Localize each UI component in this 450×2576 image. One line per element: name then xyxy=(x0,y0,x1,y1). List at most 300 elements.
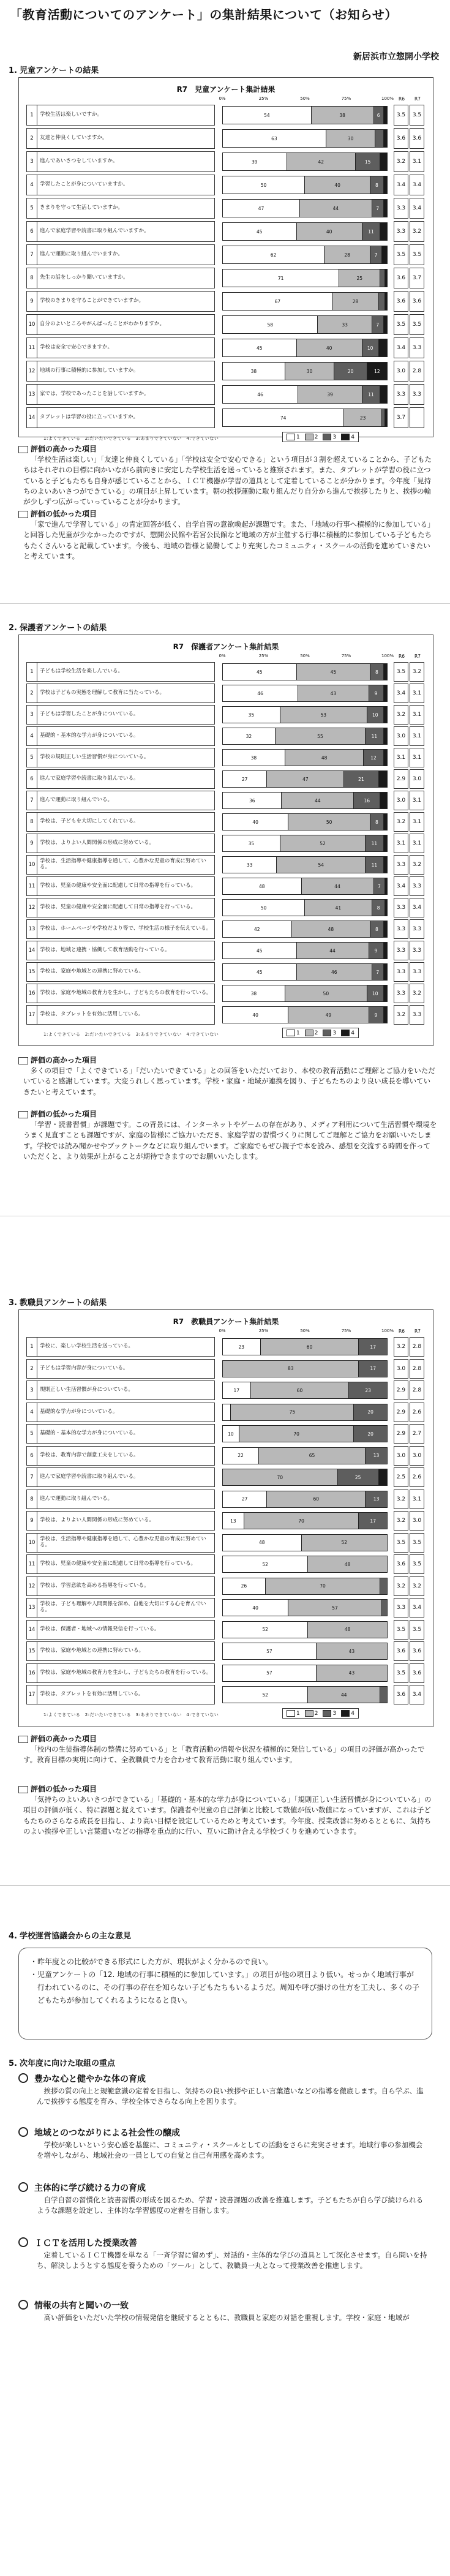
score-r7: 3.1 xyxy=(410,791,424,810)
axis-tick-label: 100% xyxy=(381,653,394,658)
bar-segment-1: 48 xyxy=(223,1535,302,1551)
legend-item: 1 xyxy=(287,434,300,440)
bar-segment-2: 38 xyxy=(312,107,374,124)
bar-segment-3: 21 xyxy=(344,771,378,787)
bar-segment-1: 58 xyxy=(223,316,318,333)
question-text: 学校の規則正しい生活習慣が身についている。 xyxy=(37,748,215,767)
question-number: 10 xyxy=(26,855,37,875)
question-number: 3 xyxy=(26,705,37,725)
focus-item-title: 豊かな心と健やかな体の育成 xyxy=(18,2073,146,2085)
bar-segment-1: 67 xyxy=(223,293,333,310)
section-1-good-text: 「学校生活は楽しい」「友達と仲良くしている」「学校は安全で安心できる」という項目が３割を超えていることから、子どもたちはそれぞれの目標に向かいながら前向きに安定した学校生活を送っていると推察されます。また、タブレットが学習の役に立つていると子どもたちも自身が感じていることから、ＩＣＴ機器が学習の道具として定着していることが分かります。今年度「見持ちのよいあいさつができている」の項目が上昇しています。朝の挨拶運動に取り組んだり自分から進んで挨拶したりと、挨拶の輪が少しずつ広がっていっていることが分かります。 xyxy=(23,455,432,506)
bar-segment-1: 48 xyxy=(223,878,302,894)
survey-row xyxy=(26,1663,426,1683)
score-r6: 3.0 xyxy=(394,1446,408,1466)
circle-icon xyxy=(18,2182,28,2192)
bar-segment-1: 22 xyxy=(223,1448,259,1464)
bar-segment-3: 11 xyxy=(366,857,383,873)
score-values xyxy=(394,1467,426,1487)
bar-segment-2: 40 xyxy=(305,176,370,194)
question-number: 4 xyxy=(26,175,37,195)
bar-segment-4 xyxy=(384,857,387,873)
section-1-low-text: 「家で進んで学習している」の肯定回答が低く、自学自習の意欲喚起が課題です。また、「地域の行事へ積極的に参加している」と回答した児童が少なかったのですが、惣開公民館や若宮公民館など地域の方が主催する行事に積極的に参加している子どもたちもたくさんいると記載しています。今後も、地域の皆様と協働してより充実したコミュニティ・スクールの活動を進めていきたいと考えています。 xyxy=(23,520,435,560)
divider xyxy=(0,603,450,604)
bar-segment-1: 40 xyxy=(223,814,288,830)
axis-tick-label: 0% xyxy=(219,1328,226,1333)
bar-segment-1: 63 xyxy=(223,130,326,147)
score-values xyxy=(394,151,426,172)
bar-segment-3: 7 xyxy=(372,316,384,333)
question-number: 13 xyxy=(26,1598,37,1618)
bar-segment-3 xyxy=(380,1578,387,1594)
score-r7: 3.1 xyxy=(410,834,424,853)
question-number: 10 xyxy=(26,1533,37,1553)
survey-row xyxy=(26,1467,426,1487)
score-r6: 3.5 xyxy=(394,105,408,126)
bar-segment-3: 6 xyxy=(374,107,384,124)
bar-segment-2: 44 xyxy=(300,200,372,217)
bar-segment-4 xyxy=(382,246,387,263)
section-2-good-heading: 評価の高かった項目 xyxy=(18,1055,97,1065)
section-3-heading: 3. 教職員アンケートの結果 xyxy=(9,1298,107,1308)
stacked-bar xyxy=(222,663,388,680)
score-values xyxy=(394,834,426,853)
stacked-bar xyxy=(222,706,388,723)
focus-item-text: 学校が楽しいという安心感を基盤に、コミュニティ・スクールとしての活動をさらに充実させます。地域行事の参加機会を増やしながら、地域社会の一員としての自覚と自己有用感を高めます。 xyxy=(37,2141,423,2160)
question-number: 1 xyxy=(26,1337,37,1357)
bar-segment-1: 45 xyxy=(223,339,297,356)
score-values xyxy=(394,291,426,312)
bar-segment-4 xyxy=(380,153,387,170)
question-number: 15 xyxy=(26,962,37,982)
bar-segment-2: 48 xyxy=(308,1556,387,1572)
stacked-bar xyxy=(222,1512,388,1529)
bar-segment-3 xyxy=(375,130,383,147)
score-r6: 3.7 xyxy=(394,407,408,428)
score-values xyxy=(394,984,426,1003)
stacked-bar xyxy=(222,942,388,959)
score-r6: 3.2 xyxy=(394,1489,408,1509)
stacked-bar xyxy=(222,246,388,264)
score-values xyxy=(394,1403,426,1422)
survey-row xyxy=(26,1641,426,1661)
survey-row xyxy=(26,175,426,195)
survey-row xyxy=(26,1620,426,1640)
question-text: きまりを守って生活していますか。 xyxy=(37,198,215,219)
survey-row xyxy=(26,855,426,875)
axis-tick-label: 25% xyxy=(258,1328,269,1333)
bar-segment-2: 30 xyxy=(285,363,334,380)
stacked-bar xyxy=(222,749,388,766)
stacked-bar xyxy=(222,1599,388,1616)
score-r6: 3.0 xyxy=(394,791,408,810)
question-number: 5 xyxy=(26,748,37,767)
bar-segment-1: 38 xyxy=(223,363,285,380)
question-number: 6 xyxy=(26,1446,37,1466)
score-r6: 3.1 xyxy=(394,834,408,853)
bar-segment-4 xyxy=(384,835,387,851)
stacked-bar xyxy=(222,385,388,404)
survey-row xyxy=(26,662,426,682)
question-number: 2 xyxy=(26,684,37,703)
stacked-bar xyxy=(222,770,388,788)
stacked-bar xyxy=(222,1382,388,1399)
score-values xyxy=(394,684,426,703)
question-text: 進んで家庭学習や読書に取り組んでいる。 xyxy=(37,1467,215,1487)
score-r6: 3.3 xyxy=(394,1598,408,1618)
score-r7: 2.7 xyxy=(410,1424,424,1444)
score-values xyxy=(394,384,426,405)
bar-segment-3: 7 xyxy=(372,200,384,217)
bar-segment-2: 43 xyxy=(317,1665,387,1681)
stacked-bar xyxy=(222,129,388,148)
score-r6: 3.3 xyxy=(394,221,408,242)
score-r7: 3.5 xyxy=(410,244,424,265)
score-values xyxy=(394,1641,426,1661)
survey-row xyxy=(26,769,426,789)
question-text: 進んで運動に取り組んでいる。 xyxy=(37,1489,215,1509)
score-values xyxy=(394,919,426,939)
score-r7: 3.0 xyxy=(410,769,424,789)
question-number: 9 xyxy=(26,291,37,312)
stacked-bar xyxy=(222,292,388,311)
column-header-col_r7: R7 xyxy=(414,1328,421,1334)
bar-segment-1: 35 xyxy=(223,835,280,851)
bar-segment-4 xyxy=(379,339,387,356)
axis-tick-label: 25% xyxy=(258,653,269,658)
axis-tick-label: 50% xyxy=(300,1328,310,1333)
score-r7: 2.8 xyxy=(410,1337,424,1357)
legend-item: 4 xyxy=(341,1710,354,1717)
score-r7: 3.5 xyxy=(410,105,424,126)
bar-segment-4: 12 xyxy=(367,363,387,380)
bar-segment-3: 7 xyxy=(370,246,382,263)
score-r7: 3.3 xyxy=(410,941,424,960)
score-values xyxy=(394,962,426,982)
survey-row xyxy=(26,1685,426,1704)
question-number: 2 xyxy=(26,1359,37,1379)
bar-segment-4 xyxy=(384,316,387,333)
bar-segment-4 xyxy=(385,293,387,310)
score-r6: 3.3 xyxy=(394,898,408,917)
legend-item: 3 xyxy=(323,1030,336,1036)
bar-segment-2: 33 xyxy=(318,316,372,333)
question-text: 学校は子どもの実態を理解して教育に当たっている。 xyxy=(37,684,215,703)
question-number: 14 xyxy=(26,1620,37,1640)
stacked-bar xyxy=(222,963,388,981)
legend-item: 3 xyxy=(323,1710,336,1717)
bar-segment-3: 8 xyxy=(370,814,383,830)
stacked-bar xyxy=(222,1447,388,1464)
question-number: 14 xyxy=(26,407,37,428)
score-r6: 2.9 xyxy=(394,1380,408,1400)
score-r7: 3.5 xyxy=(410,1620,424,1640)
score-r6: 3.5 xyxy=(394,1620,408,1640)
question-number: 12 xyxy=(26,361,37,382)
score-values xyxy=(394,1424,426,1444)
chart-legend xyxy=(282,1708,359,1719)
survey-row xyxy=(26,962,426,982)
survey-row xyxy=(26,105,426,126)
bar-segment-2: 83 xyxy=(223,1361,359,1377)
legend-item: 1 xyxy=(287,1710,300,1717)
score-values xyxy=(394,898,426,917)
bar-segment-4 xyxy=(385,269,387,287)
question-text: 学校は、家庭や地域の教育力を生かし、子どもたちの教育を行っている。 xyxy=(37,1663,215,1683)
score-values xyxy=(394,1598,426,1618)
survey-row xyxy=(26,337,426,358)
question-text: 子どもは学習内容が身についている。 xyxy=(37,1359,215,1379)
survey-row xyxy=(26,876,426,896)
bar-segment-4 xyxy=(384,728,387,744)
score-values xyxy=(394,361,426,382)
question-number: 2 xyxy=(26,128,37,149)
score-r7: 3.5 xyxy=(410,1554,424,1574)
bar-segment-2: 70 xyxy=(266,1578,381,1594)
bar-segment-1: 46 xyxy=(223,386,298,403)
survey-row xyxy=(26,748,426,767)
section-4-heading: 4. 学校運営協議会からの主な意見 xyxy=(9,1932,131,1941)
survey-row xyxy=(26,791,426,810)
chart-legend xyxy=(282,1028,359,1038)
survey-row xyxy=(26,198,426,219)
bar-segment-2: 70 xyxy=(239,1426,354,1442)
score-r7: 3.3 xyxy=(410,1005,424,1025)
bar-segment-1: 45 xyxy=(223,964,297,980)
score-r7: 3.3 xyxy=(410,337,424,358)
bar-segment-2: 60 xyxy=(261,1339,359,1355)
score-values xyxy=(394,128,426,149)
question-text: 学校は、子ども理解や人間関係を深め、自他を大切にする心を育んでいる。 xyxy=(37,1598,215,1618)
bar-segment-2: 70 xyxy=(223,1469,338,1485)
stacked-bar xyxy=(222,1425,388,1442)
bar-segment-2: 48 xyxy=(292,921,371,937)
bar-segment-3: 11 xyxy=(362,223,380,240)
survey-row xyxy=(26,898,426,917)
question-number: 9 xyxy=(26,834,37,853)
focus-item-text: 高い評価をいただいた学校の情報発信を継続するとともに、教職員と家庭の対話を重視します。学校・家庭・地域が xyxy=(43,2313,410,2322)
score-values xyxy=(394,1576,426,1596)
stacked-bar xyxy=(222,199,388,217)
legend-item: 4 xyxy=(341,434,354,440)
score-r6: 3.0 xyxy=(394,726,408,746)
question-number: 1 xyxy=(26,662,37,682)
stacked-bar xyxy=(222,269,388,287)
question-text: 学校生活は楽しいですか。 xyxy=(37,105,215,126)
survey-row xyxy=(26,1533,426,1553)
score-r6: 2.5 xyxy=(394,1467,408,1487)
score-r6: 3.2 xyxy=(394,1337,408,1357)
question-number: 11 xyxy=(26,876,37,896)
circle-icon xyxy=(18,2237,28,2247)
bar-segment-2: 28 xyxy=(324,246,370,263)
bar-segment-2: 49 xyxy=(288,1007,369,1023)
bar-segment-2: 54 xyxy=(277,857,366,873)
bar-segment-2: 44 xyxy=(308,1687,380,1703)
bar-segment-3: 17 xyxy=(359,1513,387,1529)
bar-segment-3: 17 xyxy=(359,1361,387,1377)
focus-item-text: 自学自習の習慣化と読書習慣の形成を図るため、学習・読書課題の改善を推進します。子どもたちが自ら学び続けられるような課題を設定し、主体的な学習態度の定着を目指します。 xyxy=(37,2196,424,2215)
question-text: 進んであいさつをしていますか。 xyxy=(37,151,215,172)
question-text: 学校に、楽しい学校生活を送っている。 xyxy=(37,1337,215,1357)
question-number: 17 xyxy=(26,1005,37,1025)
score-r7: 3.2 xyxy=(410,984,424,1003)
question-text: 学校は、家庭や地域との連携に努めている。 xyxy=(37,1641,215,1661)
bar-segment-2: 50 xyxy=(288,814,370,830)
bar-segment-3: 8 xyxy=(370,176,383,194)
section-5-heading: 5. 次年度に向けた取組の重点 xyxy=(9,2059,115,2068)
bar-segment-4 xyxy=(384,750,387,766)
bar-segment-3: 13 xyxy=(366,1448,387,1464)
score-r6: 3.2 xyxy=(394,1511,408,1531)
question-number: 4 xyxy=(26,1403,37,1422)
survey-row xyxy=(26,384,426,405)
score-r7: 3.1 xyxy=(410,748,424,767)
score-r6: 3.4 xyxy=(394,175,408,195)
stacked-bar xyxy=(222,985,388,1002)
bar-segment-3: 9 xyxy=(369,1007,384,1023)
bar-segment-4 xyxy=(384,985,387,1001)
bar-segment-1: 10 xyxy=(223,1426,239,1442)
bar-segment-3: 13 xyxy=(366,1491,387,1507)
stacked-bar xyxy=(222,1556,388,1573)
score-r6: 3.2 xyxy=(394,1005,408,1025)
question-text: タブレットは学習の役に立っていますか。 xyxy=(37,407,215,428)
question-text: 学校は、家庭や地域との連携に努めている。 xyxy=(37,962,215,982)
stacked-bar xyxy=(222,106,388,124)
score-values xyxy=(394,705,426,725)
score-r7: 3.6 xyxy=(410,291,424,312)
question-number: 15 xyxy=(26,1641,37,1661)
bar-segment-2: 23 xyxy=(344,409,382,426)
score-values xyxy=(394,662,426,682)
score-r6: 3.0 xyxy=(394,1359,408,1379)
section-2-low-text: 「学習・読書習慣」が課題です。この背景には、インターネットやゲームの存在があり、メディア利用について生活習慣や環境をうまく見直すことも課題ですが、家庭の皆様にご協力いただき、家庭学習の習慣づくりに関してご理解とご協力をお願いいたします。学校では読み聞かせやブックトークなどに取り組んでいます。ご家庭でもぜひ親子で本を読み、感想を交流する時間を作っていただくと、より効果が上がることが期待できますのでお願いいたします。 xyxy=(23,1120,437,1161)
score-values xyxy=(394,941,426,960)
section-1-heading: 1. 児童アンケートの結果 xyxy=(9,66,99,75)
score-r7: 3.6 xyxy=(410,1641,424,1661)
bar-segment-2: 55 xyxy=(276,728,366,744)
question-text: 学校は安全で安心できますか。 xyxy=(37,337,215,358)
student-chart-title: R7 児童アンケート集計結果 xyxy=(176,85,276,94)
bar-segment-2: 43 xyxy=(317,1643,387,1659)
bar-segment-2: 44 xyxy=(297,943,369,958)
bar-segment-4 xyxy=(379,1469,387,1485)
axis-tick-label: 0% xyxy=(219,653,226,658)
question-text: 学校は、ホームページや学校だより等で、学校生活の様子を伝えている。 xyxy=(37,919,215,939)
score-r6: 3.5 xyxy=(394,1663,408,1683)
section-3-low-heading: 評価の低かった項目 xyxy=(18,1783,97,1794)
question-text: 学校は、タブレットを有効に活用している。 xyxy=(37,1005,215,1025)
bar-segment-4 xyxy=(384,107,387,124)
column-header-col_r7: R7 xyxy=(414,653,421,659)
bar-segment-4 xyxy=(385,900,387,916)
score-r7: 2.6 xyxy=(410,1467,424,1487)
stacked-bar xyxy=(222,176,388,194)
bar-segment-1: 46 xyxy=(223,685,298,701)
survey-row xyxy=(26,984,426,1003)
question-number: 10 xyxy=(26,314,37,335)
score-r6: 3.5 xyxy=(394,314,408,335)
question-text: 基礎的・基本的な学力が身についている。 xyxy=(37,1424,215,1444)
column-header-col_r6: R6 xyxy=(399,653,405,659)
bar-segment-3: 25 xyxy=(338,1469,379,1485)
bar-segment-1: 57 xyxy=(223,1665,317,1681)
stacked-bar xyxy=(222,1404,388,1421)
score-r7 xyxy=(410,407,424,428)
legend-item: 2 xyxy=(305,434,318,440)
question-text: 学校は、家庭や地域の教育力を生かし、子どもたちの教育を行っている。 xyxy=(37,984,215,1003)
survey-row xyxy=(26,684,426,703)
bar-segment-4 xyxy=(384,964,387,980)
score-values xyxy=(394,876,426,896)
score-r7: 3.3 xyxy=(410,919,424,939)
survey-row xyxy=(26,1424,426,1444)
score-r7: 2.8 xyxy=(410,361,424,382)
axis-tick-label: 50% xyxy=(300,653,310,658)
bar-segment-4 xyxy=(384,814,387,830)
survey-row xyxy=(26,1446,426,1466)
bar-segment-2: 42 xyxy=(287,153,356,170)
question-text: 学校は、教育内容で創意工夫をしている。 xyxy=(37,1446,215,1466)
question-number: 13 xyxy=(26,919,37,939)
bar-segment-4 xyxy=(384,1007,387,1023)
bar-segment-1: 45 xyxy=(223,223,297,240)
survey-row xyxy=(26,834,426,853)
question-text: 基礎的・基本的な学力が身についている。 xyxy=(37,726,215,746)
question-number: 5 xyxy=(26,1424,37,1444)
section-2-heading: 2. 保護者アンケートの結果 xyxy=(9,623,107,633)
bar-segment-3: 10 xyxy=(367,707,384,723)
stacked-bar xyxy=(222,1006,388,1023)
question-number: 8 xyxy=(26,812,37,832)
question-number: 8 xyxy=(26,268,37,288)
score-values xyxy=(394,175,426,195)
score-r6: 3.6 xyxy=(394,268,408,288)
focus-item-title: 主体的に学び続ける力の育成 xyxy=(18,2182,146,2194)
survey-row xyxy=(26,1403,426,1422)
score-r7: 3.1 xyxy=(410,705,424,725)
stacked-bar xyxy=(222,856,388,873)
bar-segment-2: 39 xyxy=(298,386,362,403)
bar-segment-2: 50 xyxy=(285,985,367,1001)
survey-row xyxy=(26,1005,426,1025)
survey-row xyxy=(26,1489,426,1509)
score-values xyxy=(394,1446,426,1466)
survey-row xyxy=(26,941,426,960)
score-r6: 3.2 xyxy=(394,1576,408,1596)
stacked-bar xyxy=(222,409,388,427)
score-values xyxy=(394,1620,426,1640)
bar-segment-3 xyxy=(380,1687,387,1703)
score-r7: 2.6 xyxy=(410,1403,424,1422)
stacked-bar xyxy=(222,315,388,334)
score-values xyxy=(394,1380,426,1400)
bar-segment-2: 44 xyxy=(302,878,374,894)
score-r6: 2.9 xyxy=(394,1424,408,1444)
bar-segment-1: 38 xyxy=(223,750,285,766)
question-text: 学校は、生活指導や健康指導を通して、心豊かな児童の育成に努めている。 xyxy=(37,855,215,875)
stacked-bar xyxy=(222,1686,388,1703)
bar-segment-1: 26 xyxy=(223,1578,266,1594)
stacked-bar xyxy=(222,792,388,809)
bar-segment-2: 48 xyxy=(285,750,364,766)
score-r7: 3.2 xyxy=(410,1576,424,1596)
score-values xyxy=(394,1685,426,1704)
bar-segment-3: 11 xyxy=(366,728,383,744)
question-text: 学校は、児童の健康や安全面に配慮して日常の指導を行っている。 xyxy=(37,898,215,917)
score-r6: 3.6 xyxy=(394,1641,408,1661)
